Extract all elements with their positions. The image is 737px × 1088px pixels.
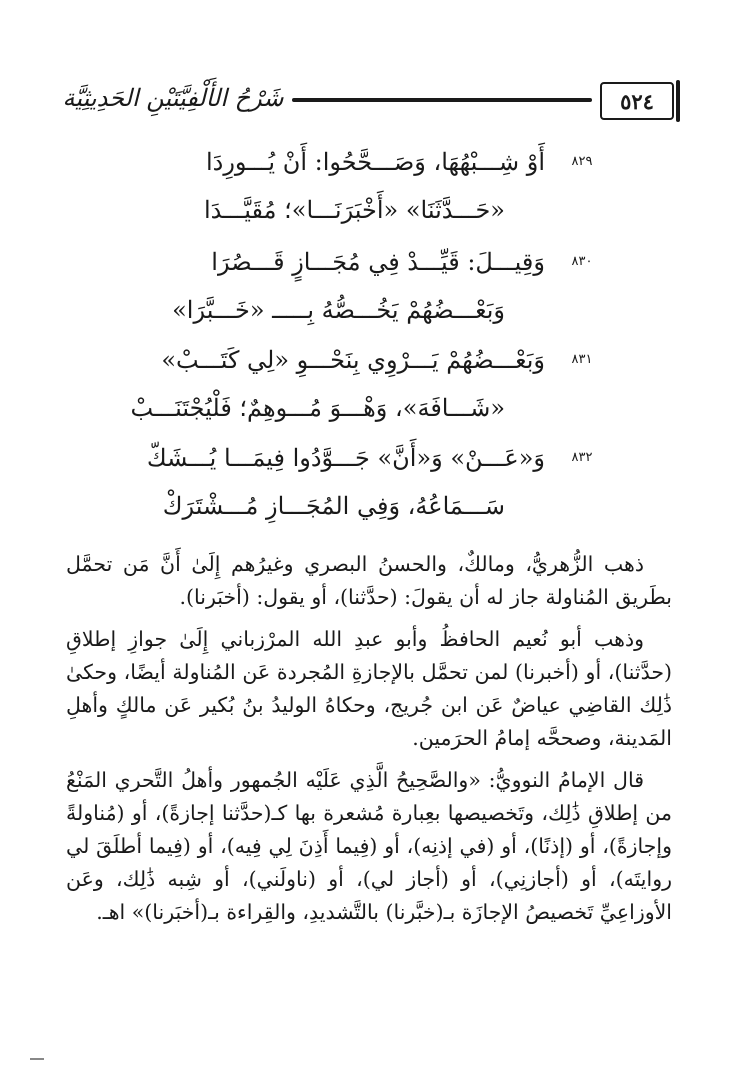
page-footer-mark	[30, 1058, 44, 1060]
verse-hemistich-first: وَبَعْـــضُهُمْ يَـــرْوِي بِنَحْـــوِ «لِي كَتَـــبْ»	[161, 346, 545, 374]
paragraph: ذهب الزُّهريُّ، ومالكٌ، والحسنُ البصري وغيرُهم إِلَىٰ أَنَّ مَن تحمَّل بطَريق المُناولة جاز له أن يقولَ: (حدَّثنا)، أو يقول: (أخبَرنا).	[66, 552, 672, 609]
verse-hemistich-second: سَـــمَاعُهُ، وَفِي المُجَـــازِ مُـــشْتَرَكْ	[162, 492, 505, 520]
verse-hemistich-first: أَوْ شِـــبْهُهَا، وَصَـــحَّحُوا: أَنْ يُـــورِدَا	[205, 148, 545, 176]
verse-number: ٨٣٠	[571, 254, 593, 269]
paragraph: وذهب أبو نُعيم الحافظُ وأبو عبدِ الله المرْزباني إِلَىٰ جوازِ إطلاقِ (حدَّثنا)، أو (أخبرنا) لمن تحمَّل بالإجازةِ المُجردة عَن المُناولة أيضًا، وحكىٰ ذَٰلِك القاضِي عياضٌ عَن ابن جُريج، وحكاهُ الوليدُ بنُ بُكير عَن مالكٍ وأهلِ المَدينة، وصححَّه إمامُ الحرَمين.	[66, 627, 672, 750]
page-number: ٥٢٤	[600, 82, 674, 120]
verse-number: ٨٣١	[571, 352, 593, 367]
book-title: شَرْحُ الأَلْفِيَّتَيْنِ الحَدِيثِيَّة	[62, 84, 284, 112]
verse-hemistich-first: وَ«عَـــنْ» وَ«أَنَّ» جَـــوَّدُوا فِيمَـــا يُـــشَكّ	[146, 444, 545, 472]
header-rule	[292, 98, 592, 102]
verse-number: ٨٣٢	[571, 450, 593, 465]
verse-hemistich-second: «شَـــافَهَ»، وَهْـــوَ مُـــوهِمٌ؛ فَلْيُجْتَنَـــبْ	[130, 394, 505, 422]
verse-hemistich-second: وَبَعْـــضُهُمْ يَخُـــصُّهُ بِـــــ «خَـــبَّرَا»	[172, 296, 505, 324]
verse-hemistich-second: «حَـــدَّثَنَا» «أَخْبَرَنَـــا»؛ مُقَيَّـــدَا	[203, 196, 505, 224]
page-header	[62, 78, 674, 122]
commentary-text	[66, 548, 672, 938]
paragraph: قال الإمامُ النوويُّ: «والصَّحِيحُ الَّذِي عَلَيْه الجُمهور وأهلُ التَّحري المَنْعُ من إطلاقِ ذَٰلِك، وتَخصيصها بعِبارة مُشعرة بها كـ(حدَّثنا إجازةً)، أو (مُناولةً وإجازةً)، أو (إذنًا)، أو (في إذنِه)، أو (فِيما أَذِنَ لِي فِيه)، أو (فِيما أطلَقَ لي روايتَه)، أو (أجازنِي)، أو (أجاز لي)، أو (ناولَني)، أو شِبه ذَٰلِك، وعَن الأوزاعِيِّ تَخصيصُ الإجازَة بـ(خبَّرنا) بالتَّشديدِ، والقِراءة بـ(أخبَرنا)» اهـ.	[66, 768, 672, 924]
verse-number: ٨٢٩	[571, 154, 593, 169]
verse-hemistich-first: وَقِيـــلَ: قَيِّـــدْ فِي مُجَـــازٍ قَـــصُرَا	[211, 248, 545, 276]
